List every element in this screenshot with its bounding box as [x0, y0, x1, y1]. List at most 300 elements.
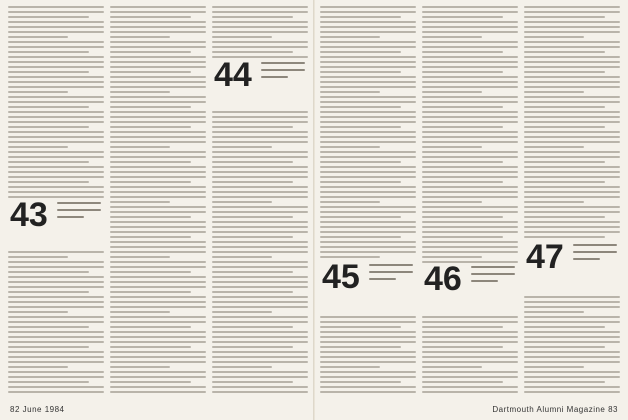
text-line — [422, 76, 518, 78]
text-line — [110, 391, 206, 393]
text-line — [110, 41, 206, 43]
text-line — [524, 226, 620, 228]
text-line — [8, 16, 89, 18]
text-line — [110, 356, 206, 358]
text-line — [422, 391, 518, 393]
text-line — [422, 161, 503, 163]
text-line — [320, 101, 416, 103]
text-line — [320, 181, 401, 183]
text-line — [8, 171, 104, 173]
text-line — [320, 376, 416, 378]
text-line — [212, 191, 308, 193]
text-line — [8, 56, 104, 58]
text-line — [110, 336, 206, 338]
text-line — [320, 196, 416, 198]
page-gutter — [313, 0, 315, 420]
text-line — [212, 341, 308, 343]
text-line — [212, 161, 293, 163]
text-line — [8, 351, 104, 353]
text-line — [110, 221, 206, 223]
body-text — [524, 6, 620, 393]
text-line — [110, 241, 206, 243]
text-line — [110, 371, 206, 373]
class-secretary-address — [573, 244, 617, 265]
text-line — [110, 291, 191, 293]
text-line — [524, 146, 584, 148]
folio-right: Dartmouth Alumni Magazine 83 — [492, 405, 618, 414]
text-line — [422, 41, 518, 43]
text-line — [110, 11, 206, 13]
text-line — [422, 216, 503, 218]
text-line — [320, 161, 401, 163]
text-line — [8, 386, 104, 388]
text-line — [212, 6, 308, 8]
text-line — [212, 326, 293, 328]
text-line — [422, 226, 518, 228]
text-line — [524, 16, 605, 18]
text-line — [212, 126, 293, 128]
text-line — [320, 91, 380, 93]
text-line — [110, 326, 191, 328]
text-line — [110, 51, 191, 53]
text-line — [422, 81, 518, 83]
text-line — [422, 121, 518, 123]
text-line — [524, 311, 584, 313]
text-line — [320, 31, 416, 33]
text-line — [110, 101, 206, 103]
text-line — [110, 351, 206, 353]
text-line — [212, 51, 293, 53]
text-line — [8, 256, 68, 258]
text-line — [422, 166, 518, 168]
class-number: 43 — [10, 198, 48, 234]
text-line — [524, 206, 620, 208]
text-line — [524, 36, 584, 38]
text-line — [422, 246, 518, 248]
text-line — [422, 11, 518, 13]
text-line — [320, 126, 401, 128]
text-line — [320, 171, 416, 173]
text-line — [524, 126, 605, 128]
text-line — [422, 151, 518, 153]
text-line — [422, 16, 503, 18]
text-line — [320, 351, 416, 353]
text-line — [524, 161, 605, 163]
text-line — [422, 126, 503, 128]
text-line — [8, 276, 104, 278]
text-line — [422, 356, 518, 358]
text-line — [524, 191, 620, 193]
text-line — [8, 86, 104, 88]
text-line — [8, 21, 104, 23]
text-line — [320, 76, 416, 78]
text-line — [110, 116, 206, 118]
text-line — [524, 181, 605, 183]
text-line — [320, 236, 401, 238]
text-line — [212, 301, 308, 303]
text-line — [110, 286, 206, 288]
text-line — [110, 76, 206, 78]
text-line — [110, 166, 206, 168]
text-line — [110, 311, 170, 313]
text-line — [422, 371, 518, 373]
column-4 — [320, 6, 416, 398]
text-line — [110, 251, 206, 253]
text-line — [320, 216, 401, 218]
text-line — [110, 171, 206, 173]
text-line — [422, 31, 518, 33]
text-line — [110, 296, 206, 298]
text-line — [110, 146, 170, 148]
text-line — [8, 6, 104, 8]
text-line — [8, 391, 104, 393]
text-line — [422, 361, 518, 363]
text-line — [422, 71, 503, 73]
text-line — [110, 61, 206, 63]
text-line — [212, 36, 272, 38]
text-line — [422, 56, 518, 58]
text-line — [212, 241, 308, 243]
text-line — [320, 361, 416, 363]
text-line — [320, 106, 401, 108]
text-line — [320, 111, 416, 113]
text-line — [110, 176, 206, 178]
text-line — [320, 381, 401, 383]
text-line — [8, 371, 104, 373]
text-line — [422, 51, 503, 53]
class-heading-43 — [10, 198, 101, 238]
text-line — [422, 96, 518, 98]
text-line — [422, 386, 518, 388]
text-line — [422, 136, 518, 138]
column-6 — [524, 6, 620, 398]
text-line — [422, 36, 482, 38]
text-line — [110, 111, 206, 113]
text-line — [524, 116, 620, 118]
text-line — [8, 61, 104, 63]
text-line — [212, 256, 272, 258]
text-line — [320, 326, 401, 328]
text-line — [212, 261, 308, 263]
class-number: 44 — [214, 58, 252, 94]
text-line — [524, 386, 620, 388]
text-line — [110, 216, 191, 218]
text-line — [524, 81, 620, 83]
text-line — [524, 141, 620, 143]
text-line — [524, 41, 620, 43]
text-line — [110, 226, 206, 228]
text-line — [320, 386, 416, 388]
text-line — [212, 251, 308, 253]
text-line — [422, 351, 518, 353]
text-line — [110, 261, 206, 263]
text-line — [524, 111, 620, 113]
text-line — [320, 136, 416, 138]
text-line — [320, 241, 416, 243]
text-line — [422, 211, 518, 213]
text-line — [524, 351, 620, 353]
text-line — [524, 121, 620, 123]
text-line — [524, 331, 620, 333]
text-line — [8, 46, 104, 48]
text-line — [110, 361, 206, 363]
text-line — [320, 81, 416, 83]
text-line — [8, 156, 104, 158]
body-text — [320, 6, 416, 393]
text-line — [8, 291, 89, 293]
text-line — [524, 221, 620, 223]
text-line — [320, 176, 416, 178]
text-line — [110, 106, 191, 108]
text-line — [110, 211, 206, 213]
class-number: 46 — [424, 262, 462, 298]
text-line — [422, 251, 518, 253]
text-line — [110, 191, 206, 193]
text-line — [212, 391, 308, 393]
text-line — [8, 361, 104, 363]
text-line — [8, 381, 89, 383]
text-line — [110, 6, 206, 8]
text-line — [422, 156, 518, 158]
text-line — [212, 216, 293, 218]
text-line — [524, 11, 620, 13]
text-line — [524, 366, 584, 368]
text-line — [422, 256, 482, 258]
text-line — [8, 346, 89, 348]
text-line — [212, 291, 293, 293]
text-line — [212, 166, 308, 168]
text-line — [524, 371, 620, 373]
text-line — [8, 261, 104, 263]
text-line — [212, 266, 308, 268]
text-line — [320, 226, 416, 228]
text-line — [422, 346, 503, 348]
text-line — [8, 331, 104, 333]
text-line — [320, 186, 416, 188]
text-line — [8, 191, 104, 193]
class-number: 45 — [322, 260, 360, 296]
text-line — [524, 306, 620, 308]
text-line — [524, 391, 620, 393]
text-line — [110, 301, 206, 303]
text-line — [422, 331, 518, 333]
text-line — [8, 146, 68, 148]
text-line — [422, 381, 503, 383]
text-line — [320, 211, 416, 213]
text-line — [524, 31, 620, 33]
text-line — [524, 56, 620, 58]
text-line — [110, 136, 206, 138]
text-line — [110, 26, 206, 28]
text-line — [212, 366, 272, 368]
text-line — [8, 166, 104, 168]
text-line — [524, 316, 620, 318]
text-line — [8, 186, 104, 188]
class-heading-46 — [424, 262, 515, 302]
text-line — [8, 161, 89, 163]
text-line — [8, 251, 104, 253]
text-line — [212, 271, 293, 273]
text-line — [212, 276, 308, 278]
text-line — [110, 91, 170, 93]
column-5 — [422, 6, 518, 398]
text-line — [422, 26, 518, 28]
text-line — [212, 176, 308, 178]
text-line — [524, 61, 620, 63]
text-line — [8, 101, 104, 103]
text-line — [8, 341, 104, 343]
text-line — [8, 376, 104, 378]
text-line — [110, 236, 191, 238]
text-line — [524, 91, 584, 93]
text-line — [110, 381, 191, 383]
text-line — [320, 256, 380, 258]
text-line — [422, 141, 518, 143]
folio-left: 82 June 1984 — [10, 405, 65, 414]
text-line — [8, 271, 89, 273]
text-line — [320, 356, 416, 358]
text-line — [524, 21, 620, 23]
text-line — [422, 206, 518, 208]
text-line — [8, 91, 68, 93]
text-line — [212, 156, 308, 158]
text-line — [8, 141, 104, 143]
text-line — [8, 366, 68, 368]
text-line — [320, 166, 416, 168]
text-line — [8, 96, 104, 98]
text-line — [524, 166, 620, 168]
text-line — [524, 301, 620, 303]
text-line — [8, 81, 104, 83]
text-line — [110, 81, 206, 83]
text-line — [110, 256, 170, 258]
text-line — [524, 381, 605, 383]
text-line — [110, 151, 206, 153]
text-line — [110, 126, 191, 128]
text-line — [422, 86, 518, 88]
text-line — [212, 281, 308, 283]
text-line — [422, 61, 518, 63]
text-line — [8, 356, 104, 358]
text-line — [422, 341, 518, 343]
text-line — [8, 311, 68, 313]
text-line — [110, 231, 206, 233]
text-line — [524, 296, 620, 298]
text-line — [110, 56, 206, 58]
text-line — [422, 116, 518, 118]
text-line — [212, 311, 272, 313]
text-line — [8, 31, 104, 33]
text-line — [524, 151, 620, 153]
text-line — [212, 141, 308, 143]
text-line — [212, 41, 308, 43]
text-line — [320, 316, 416, 318]
text-line — [422, 21, 518, 23]
text-line — [212, 336, 308, 338]
text-line — [212, 196, 308, 198]
text-line — [212, 331, 308, 333]
text-line — [422, 186, 518, 188]
text-line — [110, 16, 191, 18]
text-line — [320, 96, 416, 98]
text-line — [524, 26, 620, 28]
text-line — [8, 71, 89, 73]
text-line — [110, 201, 170, 203]
text-line — [524, 156, 620, 158]
text-line — [110, 46, 206, 48]
text-line — [212, 221, 308, 223]
text-line — [422, 236, 503, 238]
text-line — [110, 266, 206, 268]
text-line — [320, 66, 416, 68]
text-line — [110, 316, 206, 318]
text-line — [8, 131, 104, 133]
text-line — [212, 231, 308, 233]
text-line — [8, 136, 104, 138]
text-line — [110, 121, 206, 123]
body-text — [110, 6, 206, 393]
class-secretary-address — [57, 202, 101, 223]
text-line — [524, 186, 620, 188]
text-line — [110, 31, 206, 33]
text-line — [212, 356, 308, 358]
text-line — [110, 196, 206, 198]
text-line — [320, 151, 416, 153]
text-line — [422, 376, 518, 378]
text-line — [212, 151, 308, 153]
text-line — [212, 171, 308, 173]
text-line — [320, 71, 401, 73]
text-line — [110, 181, 191, 183]
text-line — [320, 11, 416, 13]
text-line — [422, 176, 518, 178]
text-line — [422, 181, 503, 183]
text-line — [110, 331, 206, 333]
text-line — [110, 376, 206, 378]
column-2 — [110, 6, 206, 398]
text-line — [524, 336, 620, 338]
text-line — [524, 101, 620, 103]
text-line — [8, 151, 104, 153]
text-line — [320, 341, 416, 343]
text-line — [422, 326, 503, 328]
text-line — [212, 296, 308, 298]
text-line — [8, 176, 104, 178]
text-line — [422, 91, 482, 93]
class-heading-45 — [322, 260, 413, 300]
text-line — [212, 11, 308, 13]
text-line — [320, 366, 380, 368]
text-line — [524, 216, 605, 218]
text-line — [8, 316, 104, 318]
text-line — [422, 321, 518, 323]
text-line — [8, 76, 104, 78]
text-line — [320, 86, 416, 88]
text-line — [524, 51, 605, 53]
text-line — [524, 71, 605, 73]
text-line — [320, 16, 401, 18]
text-line — [212, 46, 308, 48]
text-line — [8, 26, 104, 28]
text-line — [422, 241, 518, 243]
text-line — [320, 56, 416, 58]
text-line — [8, 306, 104, 308]
text-line — [212, 186, 308, 188]
text-line — [422, 196, 518, 198]
text-line — [524, 361, 620, 363]
text-line — [422, 336, 518, 338]
text-line — [212, 146, 272, 148]
